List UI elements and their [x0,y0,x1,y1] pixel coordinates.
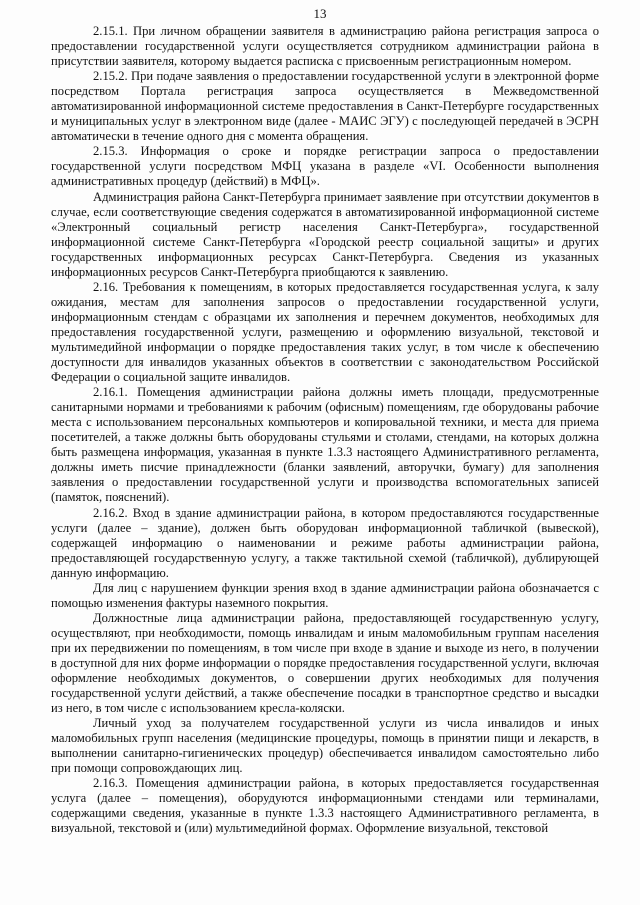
paragraph-2-16: 2.16. Требования к помещениям, в которых предоставляется государственная услуга, к залу ожидания, местам для заполнения запросов о предоставлении государственной услуги, информационным стендам с образцами их заполнения и перечнем документов, необходимых для предоставления государственной услуги, размещению и оформлению визуальной, текстовой и мультимедийной информации о порядке предоставления таких услуг, в том числе к обеспечению доступности для инвалидов указанных объектов в соответствии с законодательством Российской Федерации о социальной защите инвалидов. [51,279,599,385]
paragraph-2-15-3: 2.15.3. Информация о сроке и порядке регистрации запроса о предоставлении государственной услуги посредством МФЦ указана в разделе «VI. Особенности выполнения административных процедур (действий) в МФЦ». [51,144,599,189]
paragraph-2-16-3: 2.16.3. Помещения администрации района, в которых предоставляется государственная услуга (далее – помещения), оборудуются информационными стендами или терминалами, содержащими сведения, указанные в пункте 1.3.3 настоящего Административного регламента, в визуальной, текстовой и (или) мультимедийной формах. Оформление визуальной, текстовой [51,776,599,836]
document-body [51,24,599,837]
paragraph-2-15-1: 2.15.1. При личном обращении заявителя в администрацию района регистрация запроса о предоставлении государственной услуги осуществляется сотрудником администрации района в присутствии заявителя, которому выдается расписка с присвоенным регистрационным номером. [51,24,599,69]
paragraph-2-16-1: 2.16.1. Помещения администрации района должны иметь площади, предусмотренные санитарными нормами и требованиями к рабочим (офисным) помещениям, где оборудованы рабочие места с использованием персональных компьютеров и копировальной техники, и места для приема посетителей, а также должны быть оборудованы стульями и столами, стендами, на которых должна быть размещена информация, указанная в пункте 1.3.3 настоящего Административного регламента, должны иметь писчие принадлежности (бланки заявлений, авторучки, бумагу) для заполнения заявления о предоставлении государственной услуги и производства вспомогательных записей (памяток, пояснений). [51,385,599,505]
paragraph-personal-care: Личный уход за получателем государственной услуги из числа инвалидов и иных маломобильных групп населения (медицинские процедуры, помощь в принятии пищи и лекарств, в выполнении санитарно-гигиенических процедур) обеспечивается инвалидом самостоятельно либо при помощи сопровождающих лиц. [51,716,599,776]
paragraph-vision-impaired: Для лиц с нарушением функции зрения вход в здание администрации района обозначается с помощью изменения фактуры наземного покрытия. [51,580,599,610]
page-number: 13 [313,6,327,21]
paragraph-documents-absence: Администрация района Санкт-Петербурга принимает заявление при отсутствии документов в случае, если соответствующие сведения содержатся в автоматизированной информационной системе «Электронный социальный регистр населения Санкт-Петербурга», государственной информационной системе Санкт-Петербурга «Городской реестр социальной защиты» и других государственных информационных ресурсах Санкт-Петербурга. Сведения из указанных информационных ресурсов Санкт-Петербурга приобщаются к заявлению. [51,189,599,279]
paragraph-officials-assistance: Должностные лица администрации района, предоставляющей государственную услугу, осуществляют, при необходимости, помощь инвалидам и иным маломобильным группам населения при их передвижении по помещениям, в том числе при входе в здание и выходе из него, в получении в доступной для них форме информации о порядке предоставления государственной услуги, включая оформление необходимых документов, о совершении других необходимых для получения государственной услуги действий, а также обеспечение посадки в транспортное средство и высадки из него, в том числе с использованием кресла-коляски. [51,610,599,716]
paragraph-2-15-2: 2.15.2. При подаче заявления о предоставлении государственной услуги в электронной форме посредством Портала регистрация запроса осуществляется в Межведомственной автоматизированной информационной системе предоставления в Санкт-Петербурге государственных и муниципальных услуг в электронном виде (далее - МАИС ЭГУ) с последующей передачей в ЭСРН автоматически в течение одного дня с момента обращения. [51,69,599,144]
paragraph-2-16-2: 2.16.2. Вход в здание администрации района, в котором предоставляются государственные услуги (далее – здание), должен быть оборудован информационной табличкой (вывеской), содержащей информацию о наименовании и режиме работы администрации района, предоставляющей государственную услугу, а также тактильной схемой (табличкой), дублирующей данную информацию. [51,505,599,580]
